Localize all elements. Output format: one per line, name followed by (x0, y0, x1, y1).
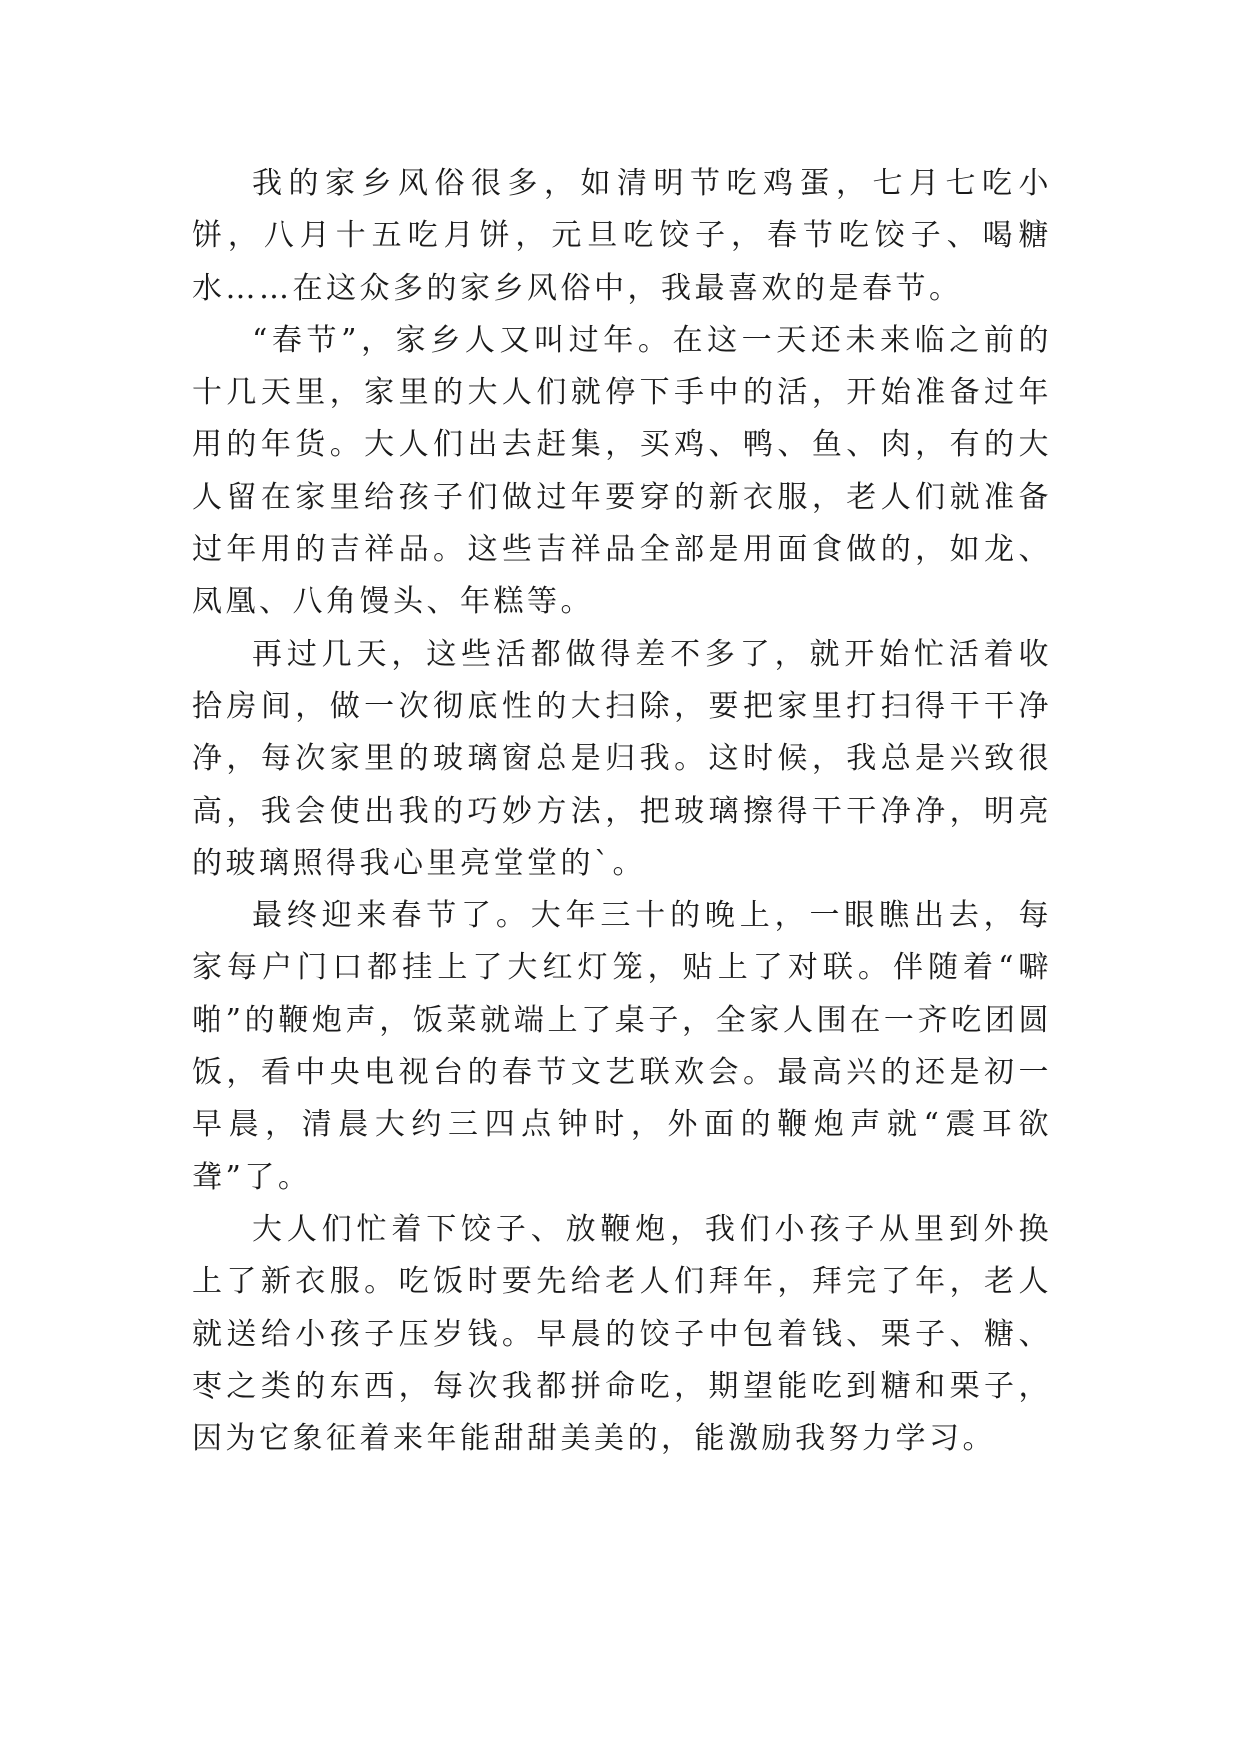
document-body (192, 158, 1052, 1465)
paragraph: “春节”，家乡人又叫过年。在这一天还未来临之前的十几天里，家里的大人们就停下手中的活，开始准备过年用的年货。大人们出去赶集，买鸡、鸭、鱼、肉，有的大人留在家里给孩子们做过年要穿的新衣服，老人们就准备过年用的吉祥品。这些吉祥品全部是用面食做的，如龙、凤凰、八角馒头、年糕等。 (192, 322, 1052, 620)
paragraph: 最终迎来春节了。大年三十的晚上，一眼瞧出去，每家每户门口都挂上了大红灯笼，贴上了对联。伴随着“噼啪”的鞭炮声，饭菜就端上了桌子，全家人围在一齐吃团圆饭，看中央电视台的春节文艺联欢会。最高兴的还是初一早晨，清晨大约三四点钟时，外面的鞭炮声就“震耳欲聋”了。 (192, 898, 1052, 1195)
paragraph: 再过几天，这些活都做得差不多了，就开始忙活着收拾房间，做一次彻底性的大扫除，要把家里打扫得干干净净，每次家里的玻璃窗总是归我。这时候，我总是兴致很高，我会使出我的巧妙方法，把玻璃擦得干干净净，明亮的玻璃照得我心里亮堂堂的`。 (192, 636, 1052, 881)
paragraph: 我的家乡风俗很多，如清明节吃鸡蛋，七月七吃小饼，八月十五吃月饼，元旦吃饺子，春节吃饺子、喝糖水……在这众多的家乡风俗中，我最喜欢的是春节。 (192, 166, 1052, 306)
paragraph: 大人们忙着下饺子、放鞭炮，我们小孩子从里到外换上了新衣服。吃饭时要先给老人们拜年，拜完了年，老人就送给小孩子压岁钱。早晨的饺子中包着钱、栗子、糖、枣之类的东西，每次我都拼命吃，期望能吃到糖和栗子，因为它象征着来年能甜甜美美的，能激励我努力学习。 (192, 1211, 1052, 1457)
